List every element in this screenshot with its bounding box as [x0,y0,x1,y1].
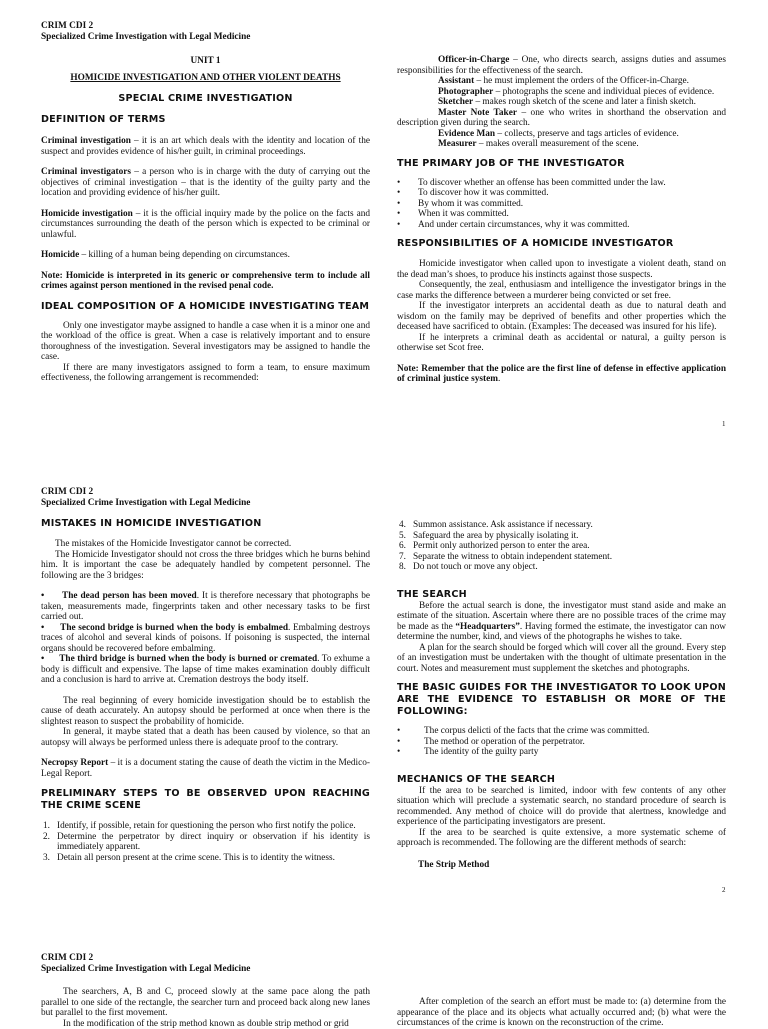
responsibilities-paragraph-2: Consequently, the zeal, enthusiasm and intelligence the investigator brings in the case marks the difference between a murderer being convicted or set free. [397,280,726,301]
definition-homicide-investigation: Homicide investigation – it is the official inquiry made by the police on the facts and circumstances surrounding the death of the person which is expected to be criminal or unlawful. [41,209,370,241]
section-title: SPECIAL CRIME INVESTIGATION [41,93,370,105]
preliminary-steps-heading: PRELIMINARY STEPS TO BE OBSERVED UPON REACHING THE CRIME SCENE [41,788,370,812]
mechanics-paragraph-1: If the area to be searched is limited, indoor with few contents of any other situation which will preclude a systematic search, no standard procedure of search is recommended. Any method of choice will do provide that alertness, knowledge and experience of the participating investigators are present. [397,786,726,828]
role-measurer: Measurer – makes overall measurement of the scene. [397,139,726,150]
bridge-2: • The second bridge is burned when the body is embalmed. Embalming destroys traces of alcohol and several kinds of poisons. If poisoning is suspected, the internal organs should be recovered before embalming. [41,623,370,655]
role-sketcher: Sketcher – makes rough sketch of the scene and later a finish sketch. [397,97,726,108]
list-item: • To discover whether an offense has been committed under the law. [397,178,726,189]
list-item: • The corpus delicti of the facts that the crime was committed. [397,726,726,737]
preliminary-steps-list [41,821,370,863]
bridge-3: • The third bridge is burned when the body is burned or cremated. To exhume a body is difficult and expensive. The lapse of time makes examination doubly difficult and a conclusion is hard to arrive at. Cremation destroys the body itself. [41,654,370,686]
list-item: 7. Separate the witness to obtain independent statement. [397,552,726,563]
basic-guides-list [397,726,726,758]
mistakes-heading: MISTAKES IN HOMICIDE INVESTIGATION [41,518,370,530]
mistakes-paragraph-2: The Homicide Investigator should not cross the three bridges which he burns behind him. It is important the case be adequately handled by competent personnel. The following are the 3 bridges: [41,550,370,582]
list-item: • And under certain circumstances, why it was committed. [397,220,726,231]
page2-right-column [397,520,726,870]
role-officer-in-charge: Officer-in-Charge – One, who directs search, assigns duties and assumes responsibilities for the effectiveness of the search. [397,55,726,76]
list-item: 2. Determine the perpetrator by direct inquiry or observation if his identity is immediately apparent. [41,832,370,853]
team-paragraph-1: Only one investigator maybe assigned to handle a case when it is a minor one and the workload of the office is great. When a case is relatively important and to ensure thoroughness of the investigation. Several investigators may be assigned to handle the case. [41,321,370,363]
definition-criminal-investigation: Criminal investigation – it is an art which deals with the identity and location of the suspect and provides evidence of his/her guilt, in criminal proceedings. [41,136,370,157]
list-item: • When it was committed. [397,209,726,220]
course-subject: Specialized Crime Investigation with Legal Medicine [41,32,370,43]
course-code: CRIM CDI 2 [41,953,370,964]
list-item: • The method or operation of the perpetrator. [397,737,726,748]
responsibilities-paragraph-1: Homicide investigator when called upon to investigate a violent death, stand on the dead man’s shoes, to produce his instincts against those suspects. [397,259,726,280]
list-item: 4. Summon assistance. Ask assistance if necessary. [397,520,726,531]
course-code: CRIM CDI 2 [41,21,370,32]
note-police: Note: Remember that the police are the first line of defense in effective application of criminal justice system. [397,364,726,385]
page2-left-column [41,487,370,863]
page3-left-column [41,953,370,1029]
role-assistant: Assistant – he must implement the orders of the Officer-in-Charge. [397,76,726,87]
reconstruction-paragraph: After completion of the search an effort must be made to: (a) determine from the appearance of the place and its objects what actually occurred and; (b) what were the circumstances of the crime is known on the reconstruction of the crime. [397,997,726,1029]
basic-guides-heading: THE BASIC GUIDES FOR THE INVESTIGATOR TO LOOK UPON ARE THE EVIDENCE TO ESTABLISH OR MORE OF THE FOLLOWING: [397,682,726,718]
course-subject: Specialized Crime Investigation with Legal Medicine [41,964,370,975]
page1-left-column [41,21,370,384]
responsibilities-paragraph-4: If he interprets a criminal death as accidental or natural, a guilty person is otherwise set Scot free. [397,333,726,354]
role-evidence-man: Evidence Man – collects, preserve and tags articles of evidence. [397,129,726,140]
mechanics-paragraph-2: If the area to be searched is quite extensive, a more systematic scheme of approach is recommended. The following are the different methods of search: [397,828,726,849]
strip-method-paragraph-2: In the modification of the strip method known as double strip method or grid [41,1019,370,1029]
role-master-note-taker: Master Note Taker – one who writes in shorthand the observation and description given during the search. [397,108,726,129]
search-paragraph-2: A plan for the search should be forged which will cover all the ground. Every step of an investigation must be undertaken with the thought of ultimate presentation in the court. Notes and measurement must supplement the sketches and photographs. [397,643,726,675]
definition-criminal-investigators: Criminal investigators – a person who is in charge with the duty of carrying out the objectives of criminal investigation – that is the identity of the guilty party and the location and providing evidence of his/her guilt. [41,167,370,199]
autopsy-paragraph-2: In general, it maybe stated that a death has been caused by violence, so that an autopsy will always be performed unless there is adequate proof to the contrary. [41,727,370,748]
preliminary-steps-list-continued [397,520,726,573]
course-code: CRIM CDI 2 [41,487,370,498]
strip-method-paragraph-1: The searchers, A, B and C, proceed slowly at the same pace along the path parallel to one side of the rectangle, the searcher turn and proceed back along new lanes but parallel to the first movement. [41,987,370,1019]
team-roles [397,55,726,150]
search-heading: THE SEARCH [397,589,726,601]
responsibilities-heading: RESPONSIBILITIES OF A HOMICIDE INVESTIGATOR [397,238,726,250]
team-paragraph-2: If there are many investigators assigned to form a team, to ensure maximum effectiveness, the following arrangement is recommended: [41,363,370,384]
list-item: • To discover how it was committed. [397,188,726,199]
definition-heading: DEFINITION OF TERMS [41,114,370,126]
page-number-1: 1 [722,420,726,428]
list-item: 3. Detain all person present at the crime scene. This is to identity the witness. [41,853,370,864]
unit-title: HOMICIDE INVESTIGATION AND OTHER VIOLENT DEATHS [41,73,370,84]
primary-job-list [397,178,726,231]
list-item: 1. Identify, if possible, retain for questioning the person who first notify the police. [41,821,370,832]
search-paragraph-1: Before the actual search is done, the investigator must stand aside and make an estimate of the situation. Ascertain where there are no possible traces of the crime may be made as the “Headquarters”. Having formed the estimate, the investigator can now determine the number, kind, and views of the photographs he wishes to take. [397,601,726,643]
list-item: 5. Safeguard the area by physically isolating it. [397,531,726,542]
necropsy-report-definition: Necropsy Report – it is a document stating the cause of death the victim in the Medico-Legal Report. [41,758,370,779]
bridge-1: • The dead person has been moved. It is therefore necessary that photographs be taken, measurements made, fingerprints taken and other necessary tasks to be first carried out. [41,591,370,623]
page-number-2: 2 [722,886,726,894]
unit-label: UNIT 1 [41,56,370,67]
course-subject: Specialized Crime Investigation with Legal Medicine [41,498,370,509]
list-item: 6. Permit only authorized person to enter the area. [397,541,726,552]
responsibilities-paragraph-3: If the investigator interprets an accidental death as due to natural death and wisdom on the family may be deprived of benefits and other properties which the deceased have sacrificed to obtain. (Examples: The deceased was insured for his life). [397,301,726,333]
autopsy-paragraph-1: The real beginning of every homicide investigation should be to establish the cause of death accurately. An autopsy should be performed at once when there is the slightest reason to suspect the probability of homicide. [41,696,370,728]
strip-method-title: The Strip Method [397,860,726,871]
team-heading: IDEAL COMPOSITION OF A HOMICIDE INVESTIGATING TEAM [41,301,370,313]
list-item: 8. Do not touch or move any object. [397,562,726,573]
definition-homicide: Homicide – killing of a human being depending on circumstances. [41,250,370,261]
list-item: • By whom it was committed. [397,199,726,210]
mistakes-paragraph-1: The mistakes of the Homicide Investigator cannot be corrected. [41,539,370,550]
note-homicide: Note: Homicide is interpreted in its generic or comprehensive term to include all crimes against person mentioned in the revised penal code. [41,271,370,292]
primary-job-heading: THE PRIMARY JOB OF THE INVESTIGATOR [397,158,726,170]
page1-right-column [397,55,726,385]
mechanics-heading: MECHANICS OF THE SEARCH [397,774,726,786]
list-item: • The identity of the guilty party [397,747,726,758]
role-photographer: Photographer – photographs the scene and individual pieces of evidence. [397,87,726,98]
